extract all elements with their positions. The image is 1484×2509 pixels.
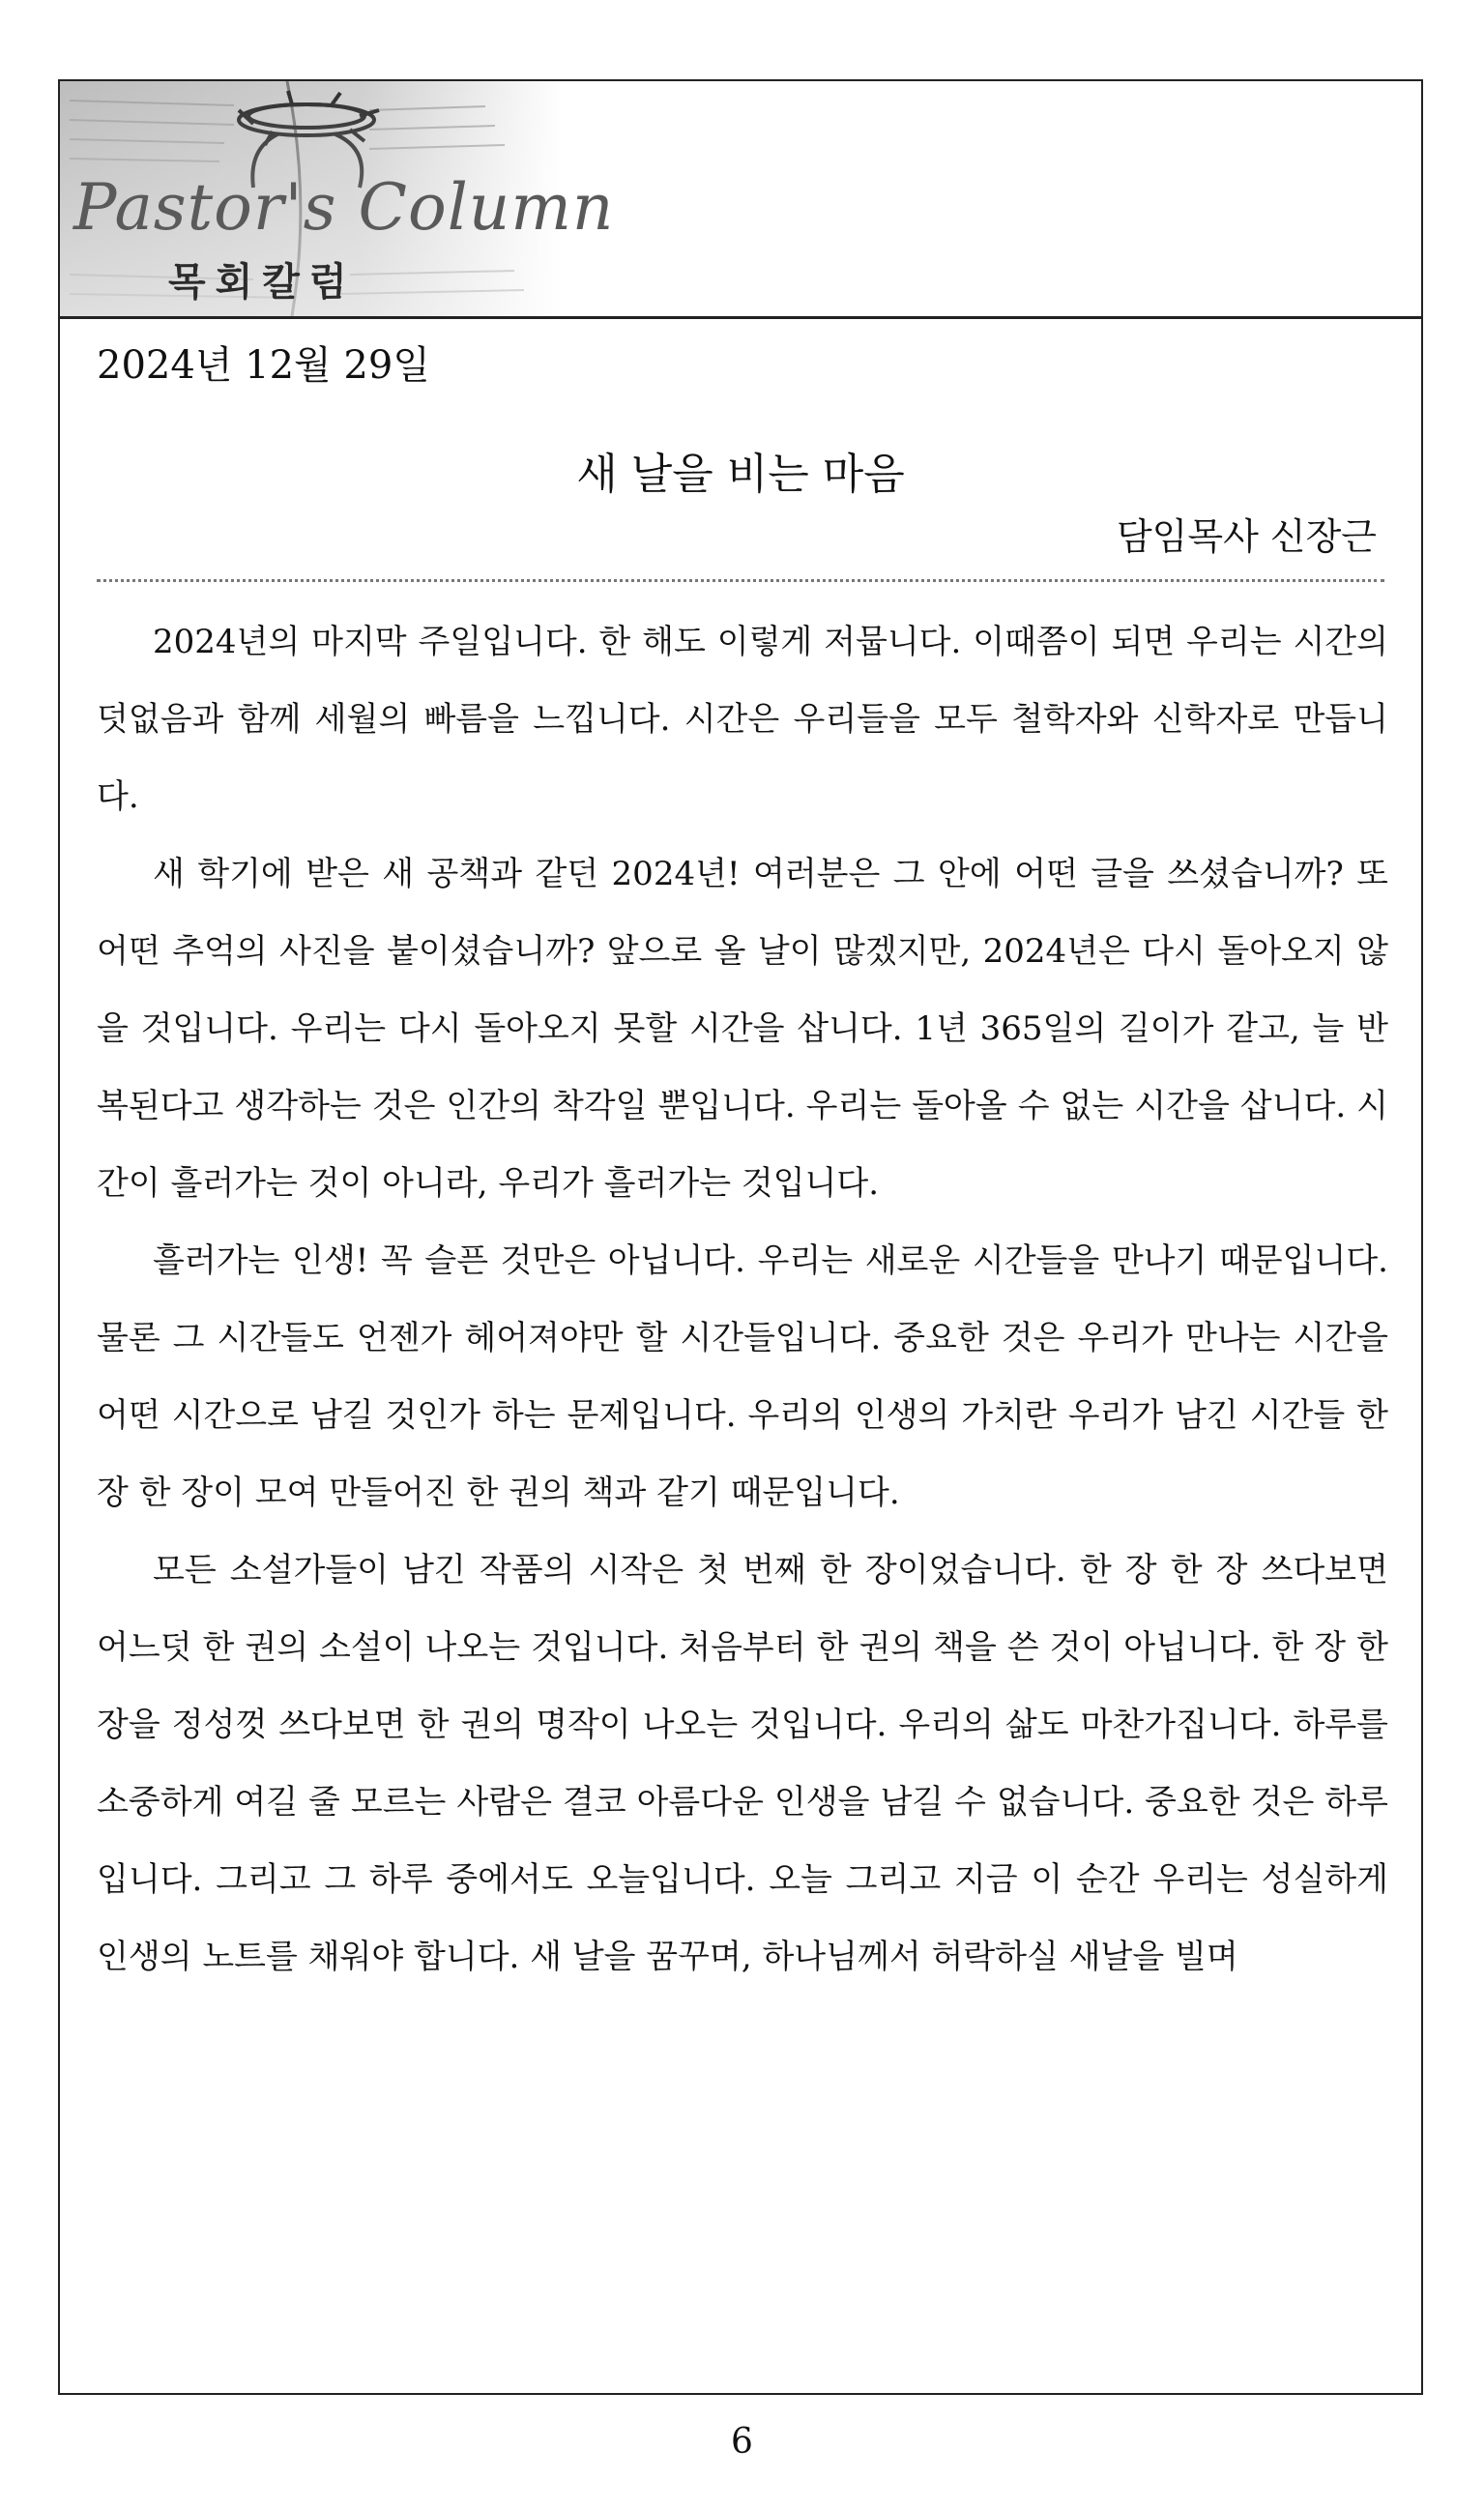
column-title: 새 날을 비는 마음 [576,450,905,499]
brand-title: Pastor's Column [73,170,615,245]
body-paragraph: 모든 소설가들이 남긴 작품의 시작은 첫 번째 한 장이었습니다. 한 장 한 장 쓰다보면 어느덧 한 권의 소설이 나오는 것입니다. 처음부터 한 권의 책을 쓴 것이 아닙니다. 한 장 한 장을 정성껏 쓰다보면 한 권의 명작이 나오는 것입니다. 우리의 삶도 마찬가집니다. 하루를 소중하게 여길 줄 모르는 사람은 결코 아름다운 인생을 남길 수 없습니다. 중요한 것은 하루입니다. 그리고 그 하루 중에서도 오늘입니다. 오늘 그리고 지금 이 순간 우리는 성실하게 인생의 노트를 채워야 합니다. 새 날을 꿈꾸며, 하나님께서 허락하실 새날을 빌며 [97,1551,1388,1976]
column-author: 담임목사 신장근 [1116,515,1377,558]
body-paragraph: 흘러가는 인생! 꼭 슬픈 것만은 아닙니다. 우리는 새로운 시간들을 만나기 때문입니다. 물론 그 시간들도 언젠가 헤어져야만 할 시간들입니다. 중요한 것은 우리가 만나는 시간을 어떤 시간으로 남길 것인가 하는 문제입니다. 우리의 인생의 가치란 우리가 남긴 시간들 한 장 한 장이 모여 만들어진 한 권의 책과 같기 때문입니다. [97,1241,1388,1512]
body-paragraph: 2024년의 마지막 주일입니다. 한 해도 이렇게 저뭅니다. 이때쯤이 되면 우리는 시간의 덧없음과 함께 세월의 빠름을 느낍니다. 시간은 우리들을 모두 철학자와 신학자로 만듭니다. [97,623,1388,816]
column-header [60,81,1421,319]
column-body [97,603,1388,1996]
dotted-divider [97,579,1384,582]
page-number: 6 [731,2422,753,2462]
brand-subtitle: 목회칼럼 [168,260,357,305]
body-paragraph: 새 학기에 받은 새 공책과 같던 2024년! 여러분은 그 안에 어떤 글을 쓰셨습니까? 또 어떤 추억의 사진을 붙이셨습니까? 앞으로 올 날이 많겠지만, 2024년은 다시 돌아오지 않을 것입니다. 우리는 다시 돌아오지 못할 시간을 삽니다. 1년 365일의 길이가 같고, 늘 반복된다고 생각하는 것은 인간의 착각일 뿐입니다. 우리는 돌아올 수 없는 시간을 삽니다. 시간이 흘러가는 것이 아니라, 우리가 흘러가는 것입니다. [97,855,1388,1203]
column-date: 2024년 12월 29일 [97,343,430,388]
column-frame [58,79,1423,2395]
